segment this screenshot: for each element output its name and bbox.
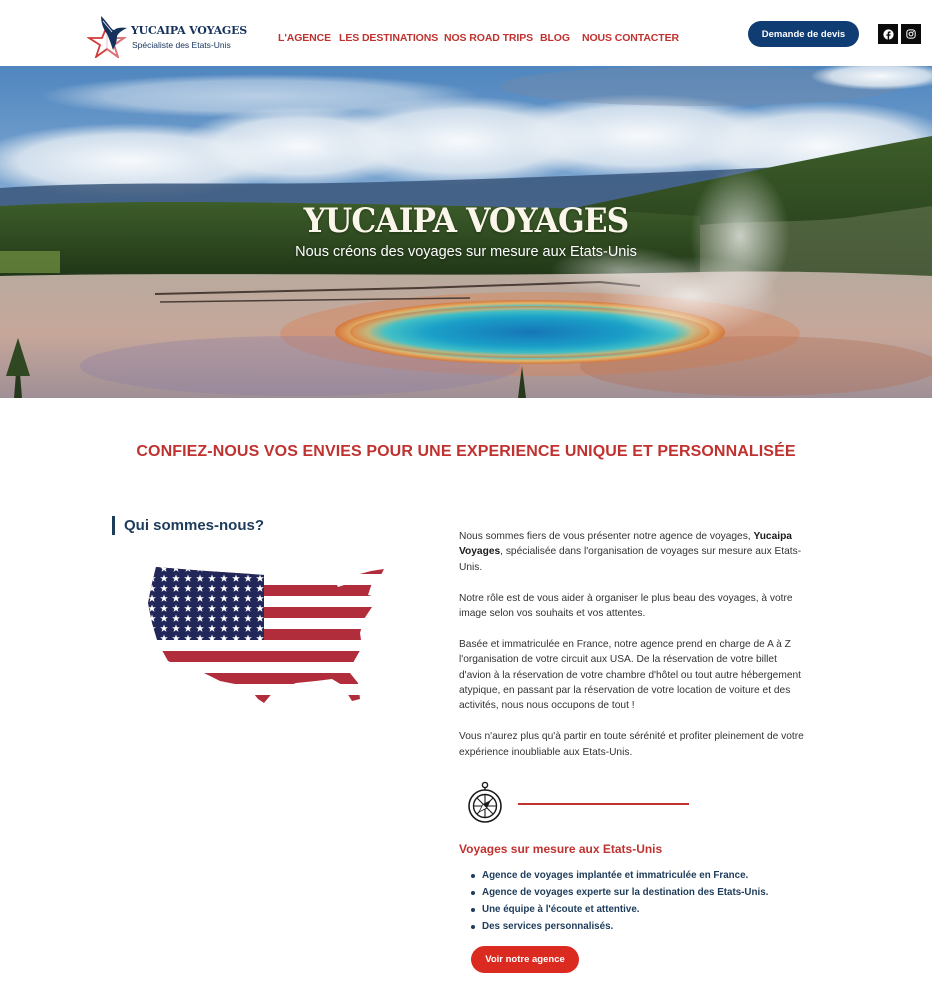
- custom-trips-heading: Voyages sur mesure aux Etats-Unis: [459, 842, 663, 856]
- logo-title: YUCAIPA VOYAGES: [131, 24, 248, 37]
- about-text: [459, 529, 804, 775]
- quote-request-button[interactable]: Demande de devis: [748, 21, 859, 47]
- nav-road-trips[interactable]: NOS ROAD TRIPS: [444, 32, 534, 44]
- feature-item: Une équipe à l'écoute et attentive.: [470, 901, 768, 918]
- nav-contact[interactable]: NOUS CONTACTER: [582, 32, 679, 44]
- feature-item: Des services personnalisés.: [470, 918, 768, 935]
- view-agency-button[interactable]: Voir notre agence: [471, 946, 579, 973]
- nav-agence[interactable]: L'AGENCE: [278, 32, 332, 44]
- nav-blog[interactable]: BLOG: [540, 32, 570, 44]
- brand-name: Yucaipa Voyages: [459, 531, 792, 558]
- hero-banner: [0, 66, 932, 398]
- site-header: [0, 0, 932, 66]
- instagram-icon: [906, 29, 916, 39]
- about-heading: Qui sommes-nous?: [112, 516, 264, 535]
- about-paragraph-3: Basée et immatriculée en France, notre agence prend en charge de A à Z l'organisation de votre circuit aux USA. De la réservation de votre billet d'avion à la réservation de votre chambre d'hôtel ou tout autre hébergement atypique, en passant par la réservation de votre location de voiture et des activités, nous nous occupons de tout !: [459, 638, 801, 712]
- logo-link[interactable]: [87, 12, 248, 58]
- star-bird-logo-icon: [87, 12, 135, 58]
- nav-destinations[interactable]: LES DESTINATIONS: [339, 32, 439, 44]
- feature-item: Agence de voyages experte sur la destination des Etats-Unis.: [470, 884, 768, 901]
- logo-subtitle: Spécialiste des Etats-Unis: [132, 40, 231, 50]
- section-tagline: CONFIEZ-NOUS VOS ENVIES POUR UNE EXPERIENCE UNIQUE ET PERSONNALISÉE: [136, 443, 796, 460]
- hero-subtitle: Nous créons des voyages sur mesure aux Etats-Unis: [295, 244, 637, 260]
- divider-line: [518, 803, 689, 805]
- facebook-icon: [883, 29, 894, 40]
- hero-title: YUCAIPA VOYAGES: [303, 201, 629, 241]
- compass-icon: [466, 781, 504, 825]
- facebook-link[interactable]: [878, 24, 898, 44]
- instagram-link[interactable]: [901, 24, 921, 44]
- feature-item: Agence de voyages implantée et immatriculée en France.: [470, 867, 768, 884]
- about-paragraph-4: Vous n'aurez plus qu'à partir en toute sérénité et profiter pleinement de votre expérience inoubliable aux Etats-Unis.: [459, 731, 804, 758]
- about-paragraph-2: Notre rôle est de vous aider à organiser le plus beau des voyages, à votre image selon vos souhaits et vos attentes.: [459, 592, 793, 620]
- features-list: [470, 867, 768, 935]
- about-paragraph-1: Nous sommes fiers de vous présenter notre agence de voyages, Yucaipa Voyages, spécialisée dans l'organisation de voyages sur mesure aux Etats-Unis.: [459, 531, 802, 573]
- usa-flag-map-image: [146, 563, 386, 709]
